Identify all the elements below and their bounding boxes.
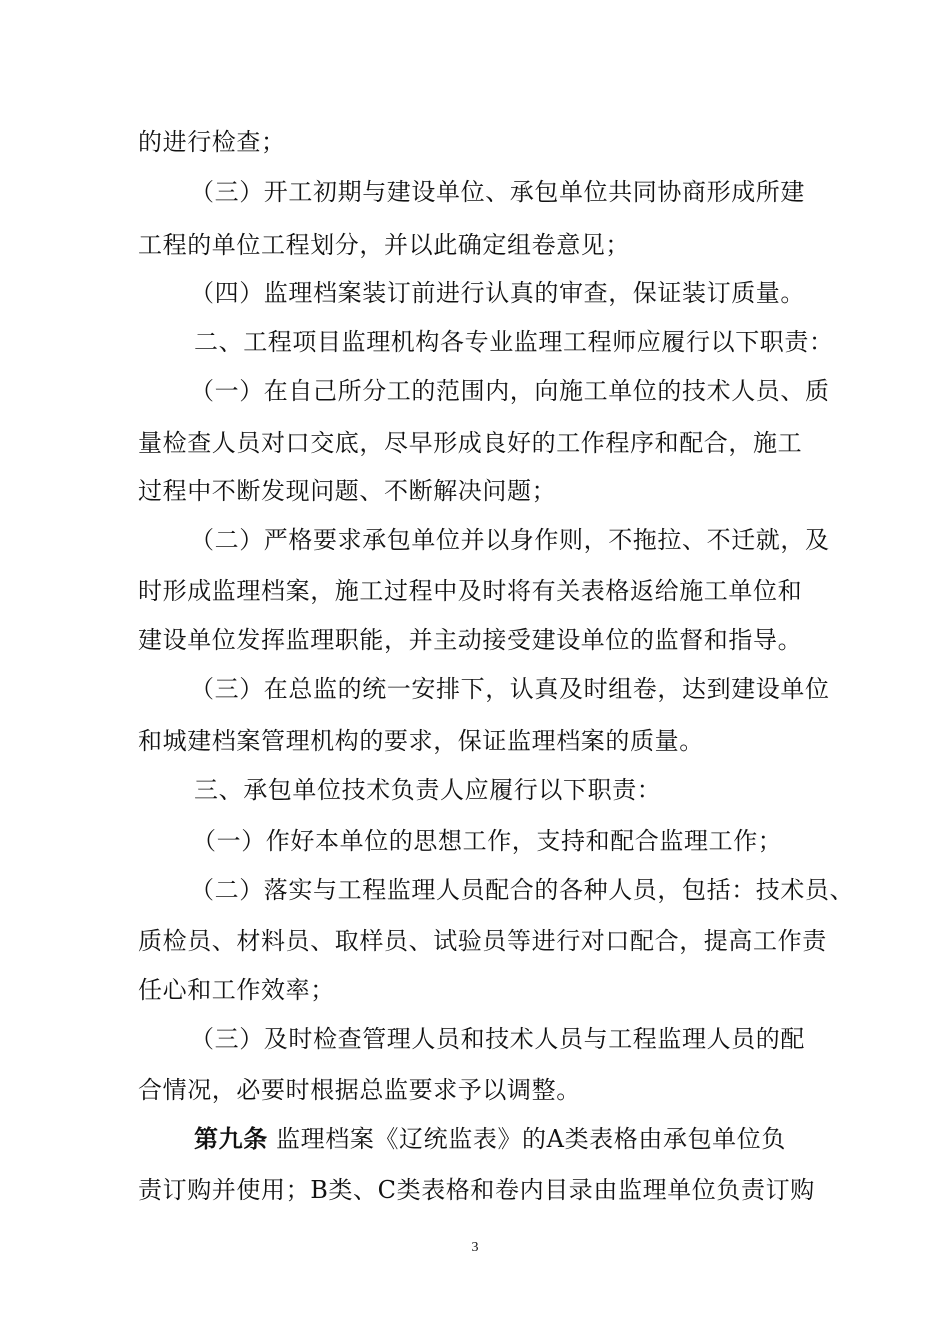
paragraph-line: 责订购并使用；B类、C类表格和卷内目录由监理单位负责订购 [138, 1176, 815, 1204]
page-number: 3 [471, 1240, 479, 1255]
paragraph-line: （三）及时检查管理人员和技术人员与工程监理人员的配 [190, 1025, 805, 1053]
paragraph-line: （三）在总监的统一安排下，认真及时组卷，达到建设单位 [190, 675, 830, 703]
article-line [194, 1124, 894, 1154]
section-heading-line: 三、承包单位技术负责人应履行以下职责： [194, 776, 662, 804]
paragraph-line: 量检查人员对口交底，尽早形成良好的工作程序和配合，施工 [138, 429, 803, 457]
paragraph-line: 过程中不断发现问题、不断解决问题； [138, 477, 557, 505]
paragraph-line: 的进行检查； [138, 128, 286, 156]
paragraph-line: （一）作好本单位的思想工作，支持和配合监理工作； [192, 827, 783, 855]
paragraph-line: 质检员、材料员、取样员、试验员等进行对口配合，提高工作责 [138, 927, 827, 955]
paragraph-line: （二）严格要求承包单位并以身作则，不拖拉、不迁就，及 [190, 526, 830, 554]
paragraph-line: （四）监理档案装订前进行认真的审查，保证装订质量。 [190, 279, 805, 307]
section-heading-line: 二、工程项目监理机构各专业监理工程师应履行以下职责： [194, 328, 834, 356]
paragraph-line: （一）在自己所分工的范围内，向施工单位的技术人员、质 [190, 377, 830, 405]
paragraph-line: 时形成监理档案，施工过程中及时将有关表格返给施工单位和 [138, 577, 803, 605]
article-heading: 第九条 [194, 1124, 268, 1153]
paragraph-line: （二）落实与工程监理人员配合的各种人员，包括：技术员、 [190, 876, 855, 904]
paragraph-line: （三）开工初期与建设单位、承包单位共同协商形成所建 [190, 178, 805, 206]
paragraph-line: 工程的单位工程划分，并以此确定组卷意见； [138, 231, 630, 259]
article-text: 监理档案《辽统监表》的A类表格由承包单位负 [276, 1125, 786, 1153]
paragraph-line: 任心和工作效率； [138, 976, 335, 1004]
paragraph-line: 和城建档案管理机构的要求，保证监理档案的质量。 [138, 727, 704, 755]
paragraph-line: 建设单位发挥监理职能，并主动接受建设单位的监督和指导。 [138, 626, 803, 654]
paragraph-line: 合情况，必要时根据总监要求予以调整。 [138, 1076, 581, 1104]
